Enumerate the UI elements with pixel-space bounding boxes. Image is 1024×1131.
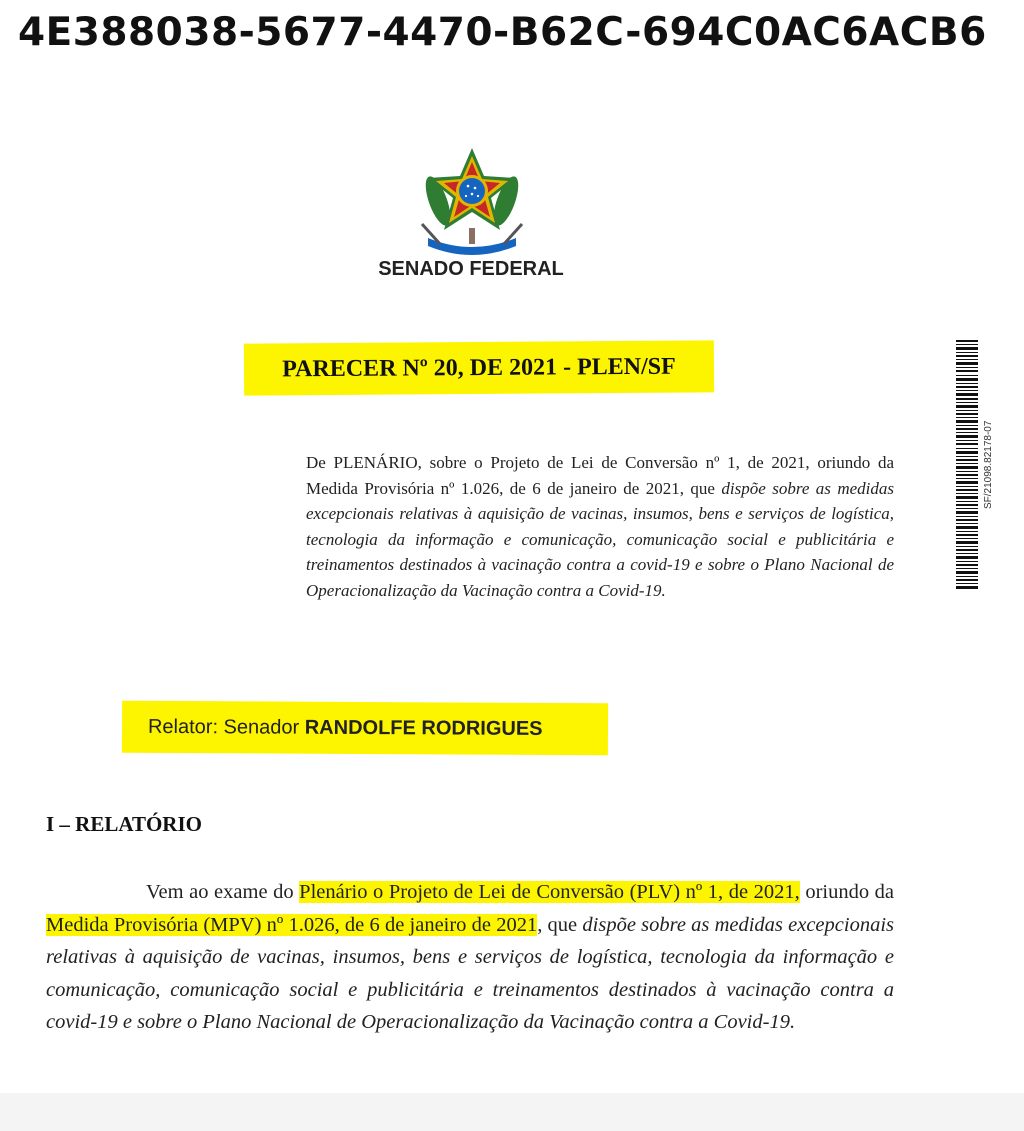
body-italic: dispõe sobre as medidas excepcionais relativas à aquisição de vacinas, insumos, bens e serviços de logística, tecnologia da informação e comunicação, comunicação social e publicitária e treinamentos destinados à vacinação contra a covid-19 e sobre o Plano Nacional de Operacionalização da Vacinação contra a Covid-19.: [46, 913, 894, 1034]
highlighted-text: Medida Provisória (MPV) nº 1.026, de 6 de janeiro de 2021: [46, 913, 538, 936]
page-bottom-strip: [0, 1093, 1024, 1131]
relator-line: [122, 701, 608, 756]
barcode-code: SF/21098.82178-07: [983, 420, 994, 510]
ementa-plain: De PLENÁRIO, sobre o Projeto de Lei de Conversão nº 1, de 2021, oriundo da Medida Provisória nº 1.026, de 6 de janeiro de 2021, que: [306, 453, 894, 498]
institution-name: SENADO FEDERAL: [378, 258, 564, 280]
ementa-italic: dispõe sobre as medidas excepcionais relativas à aquisição de vacinas, insumos, bens e serviços de logística, tecnologia da informação e comunicação, comunicação social e publicitária e treinamentos destinados à vacinação contra a covid-19 e sobre o Plano Nacional de Operacionalização da Vacinação contra a Covid-19.: [306, 478, 895, 600]
body-part2: oriundo da: [805, 881, 895, 903]
document-title: PARECER Nº 20, DE 2021 - PLEN/SF: [244, 340, 714, 395]
body-part1: Vem ao exame do: [146, 881, 294, 903]
highlighted-text: Plenário o Projeto de Lei de Conversão (PLV) nº 1, de 2021,: [299, 881, 800, 903]
ementa-paragraph: [306, 450, 894, 604]
document-id: 4E388038-5677-4470-B62C-694C0AC6ACB6: [18, 10, 987, 55]
brazil-coat-of-arms-icon: [418, 146, 526, 256]
relator-label: Relator: Senador: [147, 715, 300, 739]
report-paragraph: [46, 876, 894, 1039]
body-part3: , que: [537, 913, 578, 936]
section-title: I – RELATÓRIO: [46, 812, 202, 836]
barcode-icon: [952, 340, 982, 590]
relator-name: RANDOLFE RODRIGUES: [304, 716, 543, 740]
